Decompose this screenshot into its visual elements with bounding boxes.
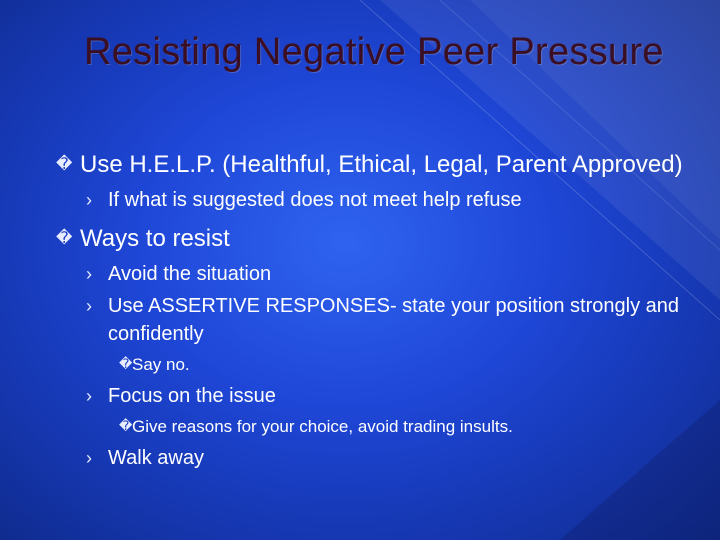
list-item	[56, 354, 696, 376]
list-item-text: If what is suggested does not meet help refuse	[108, 189, 522, 211]
list-item-text: Walk away	[108, 447, 204, 469]
bullet-list	[56, 150, 696, 472]
chevron-right-icon: ›	[86, 448, 92, 468]
list-item-text: Give reasons for your choice, avoid trading insults.	[132, 417, 513, 436]
chevron-right-icon: ›	[86, 190, 92, 210]
list-item-text: Focus on the issue	[108, 385, 276, 407]
square-bullet-icon: �	[119, 418, 133, 433]
list-item	[56, 444, 696, 472]
list-item-text: Use ASSERTIVE RESPONSES- state your position strongly and confidently	[108, 295, 679, 345]
chevron-right-icon: ›	[86, 264, 92, 284]
list-item	[56, 292, 696, 348]
list-item	[56, 224, 696, 254]
chevron-right-icon: ›	[86, 296, 92, 316]
list-item	[56, 382, 696, 410]
square-bullet-icon: �	[56, 156, 73, 173]
list-item-text: Avoid the situation	[108, 263, 272, 285]
list-item-text: Use H.E.L.P. (Healthful, Ethical, Legal, Parent Approved)	[80, 151, 683, 178]
list-item	[56, 416, 696, 438]
list-item	[56, 186, 696, 214]
list-item-text: Say no.	[132, 355, 190, 374]
chevron-right-icon: ›	[86, 386, 92, 406]
square-bullet-icon: �	[56, 230, 73, 247]
list-item	[56, 260, 696, 288]
list-item-text: Ways to resist	[80, 225, 230, 252]
list-item	[56, 150, 696, 180]
square-bullet-icon: �	[119, 356, 133, 371]
slide-title: Resisting Negative Peer Pressure	[84, 31, 664, 73]
